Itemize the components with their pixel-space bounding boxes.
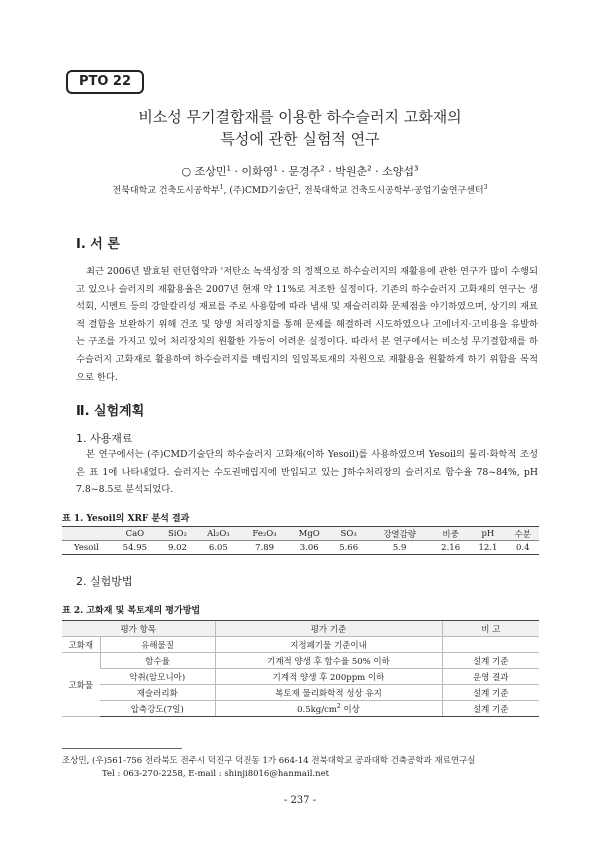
- affiliation: 전북대학교 건축도시공학부: [112, 186, 220, 196]
- author-sup: 1: [226, 164, 231, 173]
- table-cell: pH: [469, 527, 506, 541]
- table-cell: 9.02: [159, 541, 196, 555]
- table-cell: 운영 결과: [442, 669, 539, 685]
- table-cell: 6.05: [196, 541, 241, 555]
- table-cell: 설계 기준: [442, 685, 539, 701]
- table-row: [62, 541, 539, 555]
- author-sup: 2: [320, 164, 325, 173]
- table-header-row: [62, 621, 539, 637]
- author: 이화영: [241, 165, 274, 178]
- table-cell: [62, 527, 111, 541]
- page-number: - 237 -: [283, 795, 317, 806]
- affiliation-sup: 3: [483, 184, 488, 191]
- author: 문경주: [288, 165, 321, 178]
- table-row: [62, 637, 539, 653]
- author: 박원춘: [335, 165, 368, 178]
- table-cell: CaO: [111, 527, 159, 541]
- table-row: [62, 685, 539, 701]
- affiliation-list: 전북대학교 건축도시공학부$^1$, (주)CMD기술단$^2$, 전북대학교 건축도시공학부·공업기술연구센터$^3$: [112, 184, 488, 196]
- table-cell: 수분: [507, 527, 539, 541]
- table-cell: MgO: [288, 527, 330, 541]
- table-cell: 악취(암모니아): [100, 669, 215, 685]
- table-row: [62, 669, 539, 685]
- table-cell: 유해물질: [100, 637, 215, 653]
- table-cell: 기계적 양생 후 함수율 50% 이하: [215, 653, 442, 669]
- author-list: ○ 조상민$^1$ · 이화영$^1$ · 문경주$^2$ · 박원춘$^2$ · 소양섭$^3$: [181, 164, 419, 178]
- affiliation: (주)CMD기술단: [229, 186, 295, 196]
- table-cell: Fe₂O₃: [241, 527, 289, 541]
- table-cell: 평가 항목: [62, 621, 215, 637]
- author-sup: 1: [273, 164, 278, 173]
- table-cell: Yesoil: [62, 541, 111, 555]
- author: 소양섭: [382, 165, 414, 178]
- author-sup: 3: [413, 164, 419, 173]
- table-cell: [215, 701, 442, 717]
- table-header-row: [62, 527, 539, 541]
- evaluation-table: [62, 620, 539, 717]
- session-tag: PTO 22: [66, 70, 144, 94]
- table-cell: 54.95: [111, 541, 159, 555]
- table-cell: 평가 기준: [215, 621, 442, 637]
- table2-caption: 표 2. 고화재 및 복토재의 평가방법: [62, 606, 201, 616]
- table-row: [62, 653, 539, 669]
- affiliation: 전북대학교 건축도시공학부·공업기술연구센터: [304, 186, 484, 196]
- affiliation-sup: 1: [219, 184, 224, 191]
- author: ○ 조상민: [181, 165, 227, 178]
- criterion-text: 0.5kg/cm: [297, 704, 337, 715]
- table-cell: 고화물: [62, 653, 100, 717]
- table-cell: SiO₂: [159, 527, 196, 541]
- materials-paragraph: 본 연구에서는 (주)CMD기술단의 하수슬러지 고화재(이하 Yesoil)를 사용하였으며 Yesoil의 물리·화학적 조성은 표 1에 나타내었다. 슬러지는 수도권매립지에 반입되고 있는 J하수처리장의 슬러지로 함수율 78~84%, pH 7.8~8.5로 분석되었다.: [76, 449, 538, 496]
- table-row: [62, 701, 539, 717]
- table-cell: 7.89: [241, 541, 289, 555]
- subsection-heading-materials: 1. 사용재료: [76, 432, 133, 445]
- table-cell: 3.06: [288, 541, 330, 555]
- author-sup: 2: [367, 164, 372, 173]
- table-cell: 복토재 물리화학적 성상 유지: [215, 685, 442, 701]
- table-cell: [442, 637, 539, 653]
- table-cell: 설계 기준: [442, 701, 539, 717]
- section-heading-plan: Ⅱ. 실험계획: [76, 404, 145, 419]
- affiliation-sup: 2: [294, 184, 299, 191]
- table-cell: 기계적 양생 후 200ppm 이하: [215, 669, 442, 685]
- footnote-contact: Tel : 063-270-2258, E-mail : shinji8016@hanmail.net: [102, 769, 330, 779]
- subsection-heading-method: 2. 실험방법: [76, 575, 133, 588]
- table-cell: 2.16: [432, 541, 469, 555]
- table-cell: 압축강도(7일): [100, 701, 215, 717]
- table-cell: SO₃: [330, 527, 367, 541]
- paper-title-line1: 비소성 무기결합재를 이용한 하수슬러지 고화재의: [138, 108, 462, 126]
- table-cell: 설계 기준: [442, 653, 539, 669]
- table-cell: 지정폐기물 기준이내: [215, 637, 442, 653]
- criterion-sup: 2: [336, 702, 341, 710]
- table-cell: 함수율: [100, 653, 215, 669]
- footnote-address: 조상민, (우)561-756 전라북도 전주시 덕진구 덕진동 1가 664-14 전북대학교 공과대학 건축공학과 재료연구실: [62, 756, 476, 766]
- table-cell: 재슬러리화: [100, 685, 215, 701]
- xrf-table: [62, 526, 539, 555]
- table-cell: 5.9: [367, 541, 432, 555]
- paper-title-line2: 특성에 관한 실험적 연구: [220, 130, 380, 148]
- table-cell: Al₂O₃: [196, 527, 241, 541]
- table-cell: 5.66: [330, 541, 367, 555]
- intro-paragraph: 최근 2006년 발효된 런던협약과 '저탄소 녹색성장 의 정책으로 하수슬러지의 재활용에 관한 연구가 많이 수행되고 있으나 슬러지의 재활용율은 2007년 현재 약 11%로 저조한 실정이다. 기존의 하수슬러지 고화재의 연구는 생석회, 시멘트 등의 강알칼리성 재료를 주로 사용함에 따라 냄새 및 재슬러리화 문제점을 야기하였으며, 상기의 재료적 결함을 보완하기 위해 건조 및 양생 처리장치를 통해 문제를 해결하려 시도하였으나 고에너지·고비용을 유발하는 구조를 가지고 있어 처리장치의 원활한 가동이 어려운 실정이다. 따라서 본 연구에서는 비소성 무기결합재를 하수슬러지 고화재로 활용하여 하수슬러지를 매립지의 일일복토재의 자원으로 재활용을 원활하게 하기 위함을 목적으로 한다.: [76, 266, 538, 383]
- table-cell: 비중: [432, 527, 469, 541]
- table-cell: 0.4: [507, 541, 539, 555]
- table-cell: 12.1: [469, 541, 506, 555]
- table1-caption: 표 1. Yesoil의 XRF 분석 결과: [62, 514, 190, 524]
- table-cell: 강열감량: [367, 527, 432, 541]
- criterion-tail: 이상: [340, 704, 360, 715]
- footnote-divider: [62, 748, 182, 749]
- table-cell: 비 고: [442, 621, 539, 637]
- table-cell: 고화재: [62, 637, 100, 653]
- section-heading-intro: Ⅰ. 서 론: [76, 237, 120, 252]
